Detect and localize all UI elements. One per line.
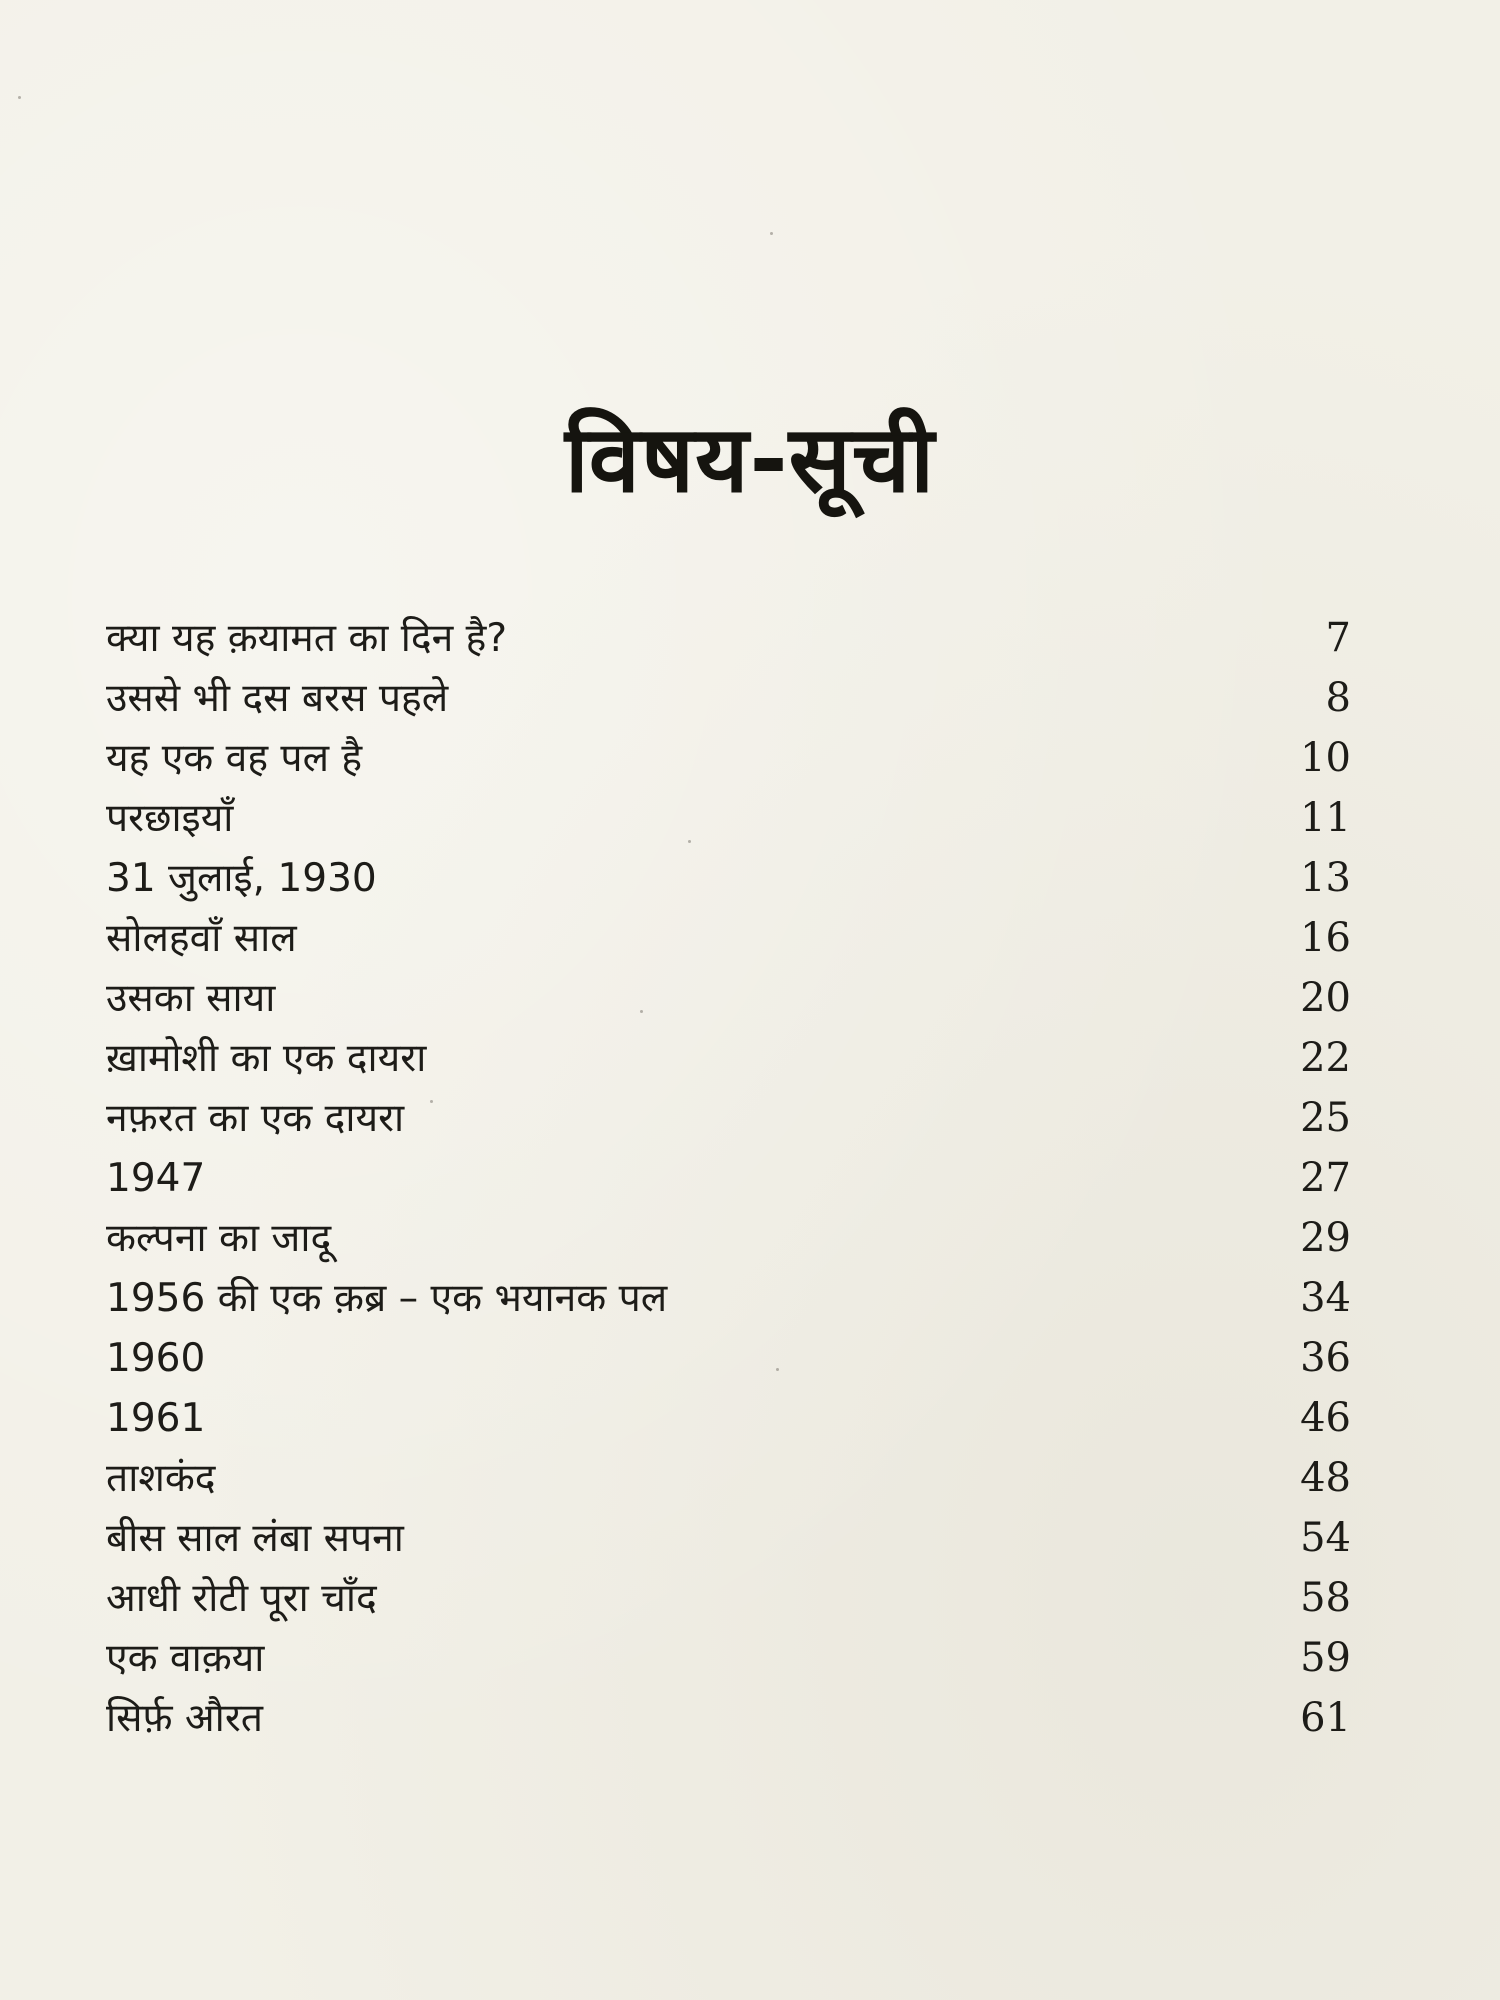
toc-entry-page: 25 xyxy=(1300,1095,1351,1141)
toc-entry-title: उससे भी दस बरस पहले xyxy=(106,675,449,721)
toc-entry xyxy=(106,1448,1351,1508)
toc-entry-page: 61 xyxy=(1300,1695,1351,1741)
toc-entry-page: 22 xyxy=(1300,1035,1351,1081)
toc-entry-title: 31 जुलाई, 1930 xyxy=(106,855,377,901)
toc-entry-title: ताशकंद xyxy=(106,1455,216,1501)
toc-entry-title: बीस साल लंबा सपना xyxy=(106,1515,404,1561)
page-title: विषय-सूची xyxy=(564,405,936,513)
paper-speck xyxy=(770,232,773,235)
toc-entry-page: 20 xyxy=(1300,975,1351,1021)
toc-entry-page: 8 xyxy=(1325,675,1351,721)
toc-entry-title: सिर्फ़ औरत xyxy=(106,1695,264,1741)
toc-entry xyxy=(106,1268,1351,1328)
toc-entry-title: उसका साया xyxy=(106,975,276,1021)
toc-entry xyxy=(106,1028,1351,1088)
toc-entry xyxy=(106,1148,1351,1208)
toc-entry xyxy=(106,788,1351,848)
toc-entry-title: 1961 xyxy=(106,1395,206,1441)
toc-entry-page: 48 xyxy=(1300,1455,1351,1501)
toc-entry xyxy=(106,1568,1351,1628)
toc-entry-title: परछाइयाँ xyxy=(106,795,234,841)
toc-entry xyxy=(106,668,1351,728)
toc-entry-page: 11 xyxy=(1300,795,1351,841)
toc-entry-title: कल्पना का जादू xyxy=(106,1215,332,1261)
toc-entry xyxy=(106,1208,1351,1268)
toc-entry xyxy=(106,608,1351,668)
toc-entry xyxy=(106,1388,1351,1448)
toc-entry-title: एक वाक़या xyxy=(106,1635,265,1681)
toc-entry-title: 1956 की एक क़ब्र – एक भयानक पल xyxy=(106,1275,668,1321)
toc-entry xyxy=(106,1508,1351,1568)
toc-entry xyxy=(106,1088,1351,1148)
toc-entry-page: 10 xyxy=(1300,735,1351,781)
toc-entry-page: 59 xyxy=(1300,1635,1351,1681)
paper-speck xyxy=(18,96,21,99)
toc-entry-page: 16 xyxy=(1300,915,1351,961)
table-of-contents xyxy=(106,608,1351,1748)
toc-entry xyxy=(106,728,1351,788)
toc-entry xyxy=(106,1328,1351,1388)
toc-entry xyxy=(106,1628,1351,1688)
toc-entry-title: नफ़रत का एक दायरा xyxy=(106,1095,405,1141)
toc-entry-page: 27 xyxy=(1300,1155,1351,1201)
toc-entry-page: 7 xyxy=(1325,615,1351,661)
toc-entry xyxy=(106,1688,1351,1748)
toc-entry-page: 36 xyxy=(1300,1335,1351,1381)
toc-entry-title: क्या यह क़यामत का दिन है? xyxy=(106,615,508,661)
toc-entry-title: आधी रोटी पूरा चाँद xyxy=(106,1575,377,1621)
toc-entry-page: 29 xyxy=(1300,1215,1351,1261)
toc-entry-page: 46 xyxy=(1300,1395,1351,1441)
toc-entry-title: 1960 xyxy=(106,1335,206,1381)
toc-entry-page: 54 xyxy=(1300,1515,1351,1561)
toc-entry-title: यह एक वह पल है xyxy=(106,735,363,781)
toc-entry xyxy=(106,848,1351,908)
toc-entry-page: 13 xyxy=(1300,855,1351,901)
toc-entry xyxy=(106,968,1351,1028)
toc-entry-page: 58 xyxy=(1300,1575,1351,1621)
toc-entry-title: सोलहवाँ साल xyxy=(106,915,297,961)
toc-entry-page: 34 xyxy=(1300,1275,1351,1321)
toc-entry-title: ख़ामोशी का एक दायरा xyxy=(106,1035,427,1081)
toc-entry xyxy=(106,908,1351,968)
toc-entry-title: 1947 xyxy=(106,1155,206,1201)
